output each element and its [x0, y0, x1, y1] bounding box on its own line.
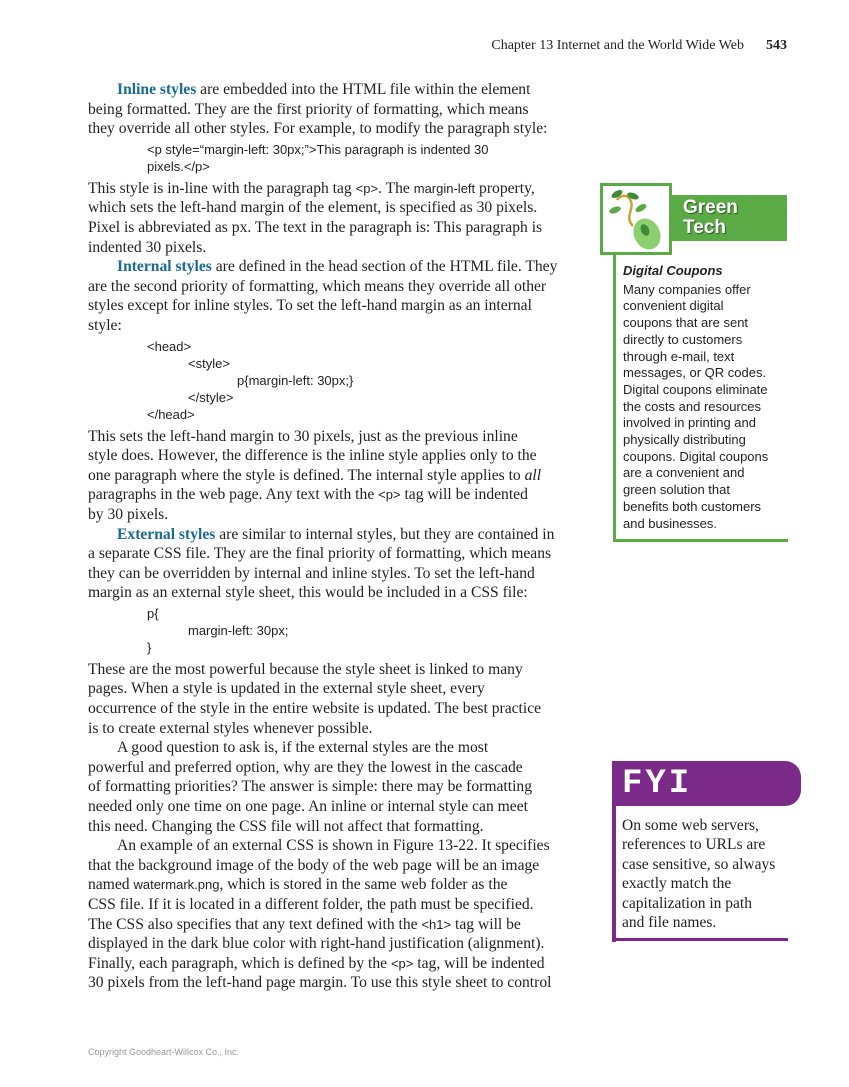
code-line	[88, 372, 588, 389]
code-line	[88, 639, 588, 656]
text-line	[88, 915, 588, 935]
text-line	[88, 954, 588, 974]
green-tech-sidebar	[623, 263, 788, 532]
text-line	[88, 544, 588, 564]
text-span: are similar to internal styles, but they are contained in	[215, 525, 555, 543]
fyi-rule	[612, 805, 616, 942]
text-span: powerful and preferred option, why are they the lowest in the cascade	[88, 758, 523, 776]
green-tech-text-line: convenient digital	[623, 298, 724, 314]
green-tech-banner-line1: Green	[683, 197, 738, 218]
text-line	[88, 973, 588, 993]
green-tech-text-line: coupons. Digital coupons	[623, 448, 769, 464]
text-line	[88, 277, 588, 297]
code-snippet: watermark.png	[133, 877, 220, 893]
green-tech-title: Digital Coupons	[623, 263, 723, 278]
fyi-text-line: references to URLs are	[622, 836, 766, 854]
text-span: , which is stored in the same web folder as the	[219, 876, 508, 894]
key-term: External styles	[117, 525, 216, 543]
page-number: 543	[766, 38, 787, 53]
code-snippet: margin-left	[413, 180, 476, 196]
green-tech-text-line: involved in printing and	[623, 415, 756, 431]
text-span: These are the most powerful because the style sheet is linked to many	[88, 660, 523, 678]
green-tech-banner	[668, 195, 787, 241]
text-line	[88, 738, 588, 758]
text-line	[88, 179, 588, 199]
fyi-text-line: capitalization in path	[622, 894, 752, 912]
green-tech-text-line: green solution that	[623, 482, 730, 498]
text-span: style:	[88, 316, 122, 334]
text-span: paragraphs in the web page. Any text with the	[88, 486, 379, 504]
green-tech-text-line: coupons that are sent	[623, 315, 749, 331]
chapter-title: Chapter 13 Internet and the World Wide Web	[491, 38, 744, 53]
text-span: <p style=“margin-left: 30px;”>This paragraph is indented 30	[147, 141, 489, 157]
code-line	[88, 338, 588, 355]
text-span: Pixel is abbreviated as px. The text in the paragraph is: This paragraph is	[88, 218, 543, 236]
fyi-text-line: On some web servers,	[622, 817, 759, 834]
code-snippet: <p>	[378, 487, 401, 503]
text-span: property,	[475, 179, 535, 197]
green-tech-mouse-plant-icon	[600, 183, 672, 255]
text-span: are embedded into the HTML file within the element	[196, 81, 531, 98]
text-span: . The	[378, 179, 414, 197]
running-header	[491, 38, 787, 54]
code-line	[88, 622, 588, 639]
code-line	[88, 158, 588, 175]
fyi-text-line: exactly match the	[622, 875, 732, 893]
text-line	[88, 119, 588, 139]
body-text	[88, 80, 588, 993]
text-line	[88, 679, 588, 699]
text-line	[88, 80, 588, 100]
green-tech-text-line: Digital coupons eliminate	[623, 381, 768, 397]
text-span: styles except for inline styles. To set the left-hand margin as an internal	[88, 297, 532, 315]
green-tech-text-line: and businesses.	[623, 515, 717, 531]
text-span: 30 pixels from the left-hand page margin. To use this style sheet to control	[88, 974, 552, 992]
text-span: are defined in the head section of the HTML file. They	[211, 258, 558, 276]
text-line	[88, 198, 588, 218]
text-span: }	[147, 639, 152, 655]
fyi-text-line: and file names.	[622, 914, 717, 932]
text-span: displayed in the dark blue color with right-hand justification (alignment).	[88, 935, 545, 953]
text-line	[88, 934, 588, 954]
text-line	[88, 316, 588, 336]
text-span: of formatting priorities? The answer is simple: there may be formatting	[88, 778, 533, 796]
text-line	[88, 257, 588, 277]
green-tech-text-line: messages, or QR codes.	[623, 365, 767, 381]
text-line	[88, 875, 588, 895]
green-tech-bottom-rule	[613, 539, 788, 542]
text-span: </head>	[147, 406, 195, 422]
text-span: pages. When a style is updated in the external style sheet, every	[88, 680, 485, 698]
text-line	[88, 660, 588, 680]
text-span: that the background image of the body of the web page will be an image	[88, 856, 540, 874]
text-span: p{margin-left: 30px;}	[237, 372, 354, 388]
text-line	[88, 719, 588, 739]
text-line	[88, 817, 588, 837]
text-span: An example of an external CSS is shown in Figure 13-22. It specifies	[117, 837, 550, 855]
text-span: one paragraph where the style is defined. The internal style applies to	[88, 466, 525, 484]
text-span: p{	[147, 605, 159, 621]
text-span: </style>	[188, 389, 234, 405]
fyi-text-line: case sensitive, so always	[622, 855, 776, 873]
green-tech-text-line: the costs and resources	[623, 398, 762, 414]
text-line	[88, 446, 588, 466]
text-line	[88, 296, 588, 316]
text-line	[88, 238, 588, 258]
text-span: <style>	[188, 355, 230, 371]
text-line	[88, 100, 588, 120]
green-tech-text-line: Many companies offer	[623, 281, 751, 297]
text-line	[88, 485, 588, 505]
green-tech-text-line: physically distributing	[623, 432, 746, 448]
text-line	[88, 797, 588, 817]
fyi-label: FYI	[622, 765, 693, 803]
text-span: Finally, each paragraph, which is defined by the	[88, 954, 391, 972]
green-tech-text-line: are a convenient and	[623, 465, 745, 481]
code-line	[88, 141, 588, 158]
text-line	[88, 218, 588, 238]
text-line	[88, 856, 588, 876]
code-line	[88, 406, 588, 423]
text-line	[88, 427, 588, 447]
text-line	[88, 777, 588, 797]
text-line	[88, 525, 588, 545]
text-span: This sets the left-hand margin to 30 pixels, just as the previous inline	[88, 427, 518, 445]
text-span: This style is in-line with the paragraph tag	[88, 179, 356, 197]
text-span: a separate CSS file. They are the final priority of formatting, which means	[88, 545, 552, 563]
text-line	[88, 699, 588, 719]
code-line	[88, 605, 588, 622]
text-span: named	[88, 876, 134, 894]
copyright-footer: Copyright Goodheart-Willcox Co., Inc.	[88, 1047, 240, 1057]
text-span: indented 30 pixels.	[88, 238, 207, 256]
text-span: they override all other styles. For example, to modify the paragraph style:	[88, 120, 548, 138]
green-tech-text-line: benefits both customers	[623, 498, 762, 514]
code-snippet: <p>	[390, 955, 414, 971]
green-tech-banner-line2: Tech	[683, 217, 726, 238]
text-span: being formatted. They are the first priority of formatting, which means	[88, 100, 529, 118]
text-line	[88, 895, 588, 915]
text-span: tag will be indented	[400, 486, 528, 504]
text-span: occurrence of the style in the entire website is updated. The best practice	[88, 700, 542, 718]
key-term: Inline styles	[117, 81, 197, 98]
text-line	[88, 505, 588, 525]
text-line	[88, 836, 588, 856]
fyi-banner	[612, 761, 801, 806]
text-line	[88, 583, 588, 603]
text-span: tag, will be indented	[413, 954, 545, 972]
text-span: is to create external styles whenever possible.	[88, 719, 373, 737]
text-span: needed only one time on one page. An inline or internal style can meet	[88, 798, 528, 816]
code-line	[88, 355, 588, 372]
green-tech-text-line: directly to customers	[623, 331, 743, 347]
code-snippet: <h1>	[421, 916, 452, 932]
text-span: margin-left: 30px;	[188, 622, 289, 638]
text-span: <head>	[147, 338, 192, 354]
text-span: they can be overridden by internal and inline styles. To set the left-hand	[88, 564, 535, 582]
text-span: A good question to ask is, if the external styles are the most	[117, 739, 489, 757]
text-line	[88, 758, 588, 778]
emphasis: all	[524, 466, 542, 484]
green-tech-rule	[613, 252, 616, 542]
text-span: pixels.</p>	[147, 158, 210, 174]
text-line	[88, 466, 588, 486]
text-span: The CSS also specifies that any text defined with the	[88, 915, 422, 933]
fyi-sidebar	[622, 816, 797, 932]
key-term: Internal styles	[117, 258, 212, 276]
text-span: which sets the left-hand margin of the element, is specified as 30 pixels.	[88, 199, 538, 217]
fyi-bottom-rule	[612, 938, 788, 941]
text-line	[88, 564, 588, 584]
text-span: margin as an external style sheet, this would be included in a CSS file:	[88, 584, 528, 602]
green-tech-text-line: through e-mail, text	[623, 348, 735, 364]
text-span: CSS file. If it is located in a different folder, the path must be specified.	[88, 896, 534, 913]
code-snippet: <p>	[355, 180, 379, 196]
text-span: are the second priority of formatting, which means they override all other	[88, 277, 547, 295]
text-span: this need. Changing the CSS file will not affect that formatting.	[88, 817, 484, 835]
text-span: tag will be	[451, 915, 521, 933]
code-line	[88, 389, 588, 406]
text-span: by 30 pixels.	[88, 505, 169, 523]
text-span: style does. However, the difference is the inline style applies only to the	[88, 447, 537, 465]
